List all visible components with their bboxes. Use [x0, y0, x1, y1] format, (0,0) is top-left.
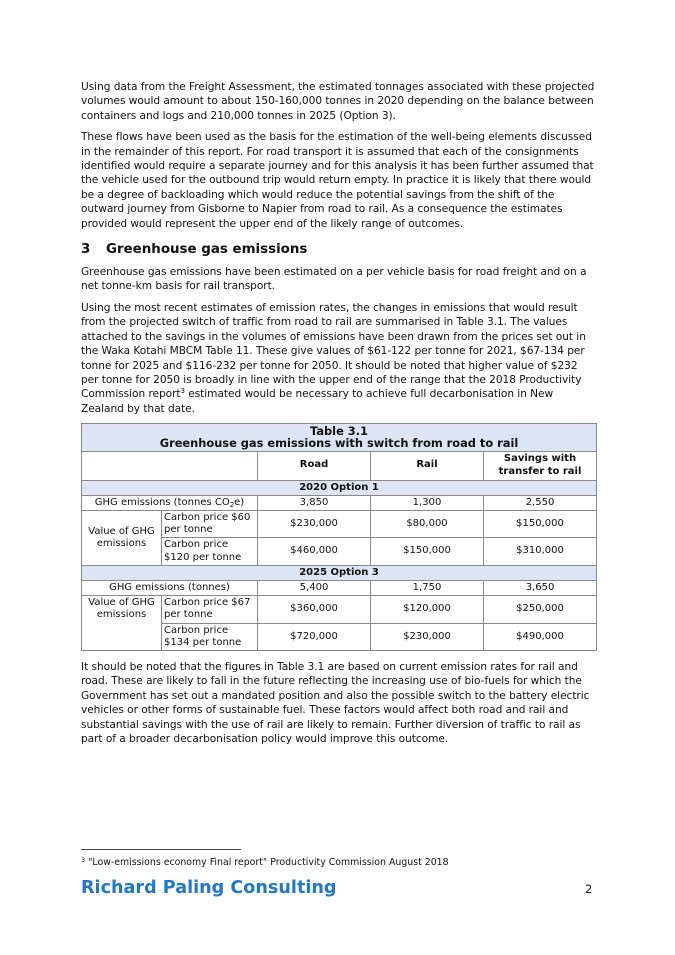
- ghg-2020-rail: 1,300: [371, 495, 484, 510]
- price-2025-low-road: $360,000: [258, 596, 371, 623]
- paragraph-after-table: It should be noted that the figures in Table 3.1 are based on current emission rates for rail and road. These are likely to fall in the future reflecting the increasing use of bio-fuels for which the Government has set out a mandated position and also the possible switch to the battery electric vehicles or other forms of sustainable fuel. These factors would affect both road and rail and substantial savings with the use of rail are likely to remain. Further diversion of traffic to rail as part of a broader decarbonisation policy would improve this outcome.: [81, 660, 590, 745]
- footnote-text: "Low-emissions economy Final report" Productivity Commission August 2018: [85, 857, 449, 868]
- price-2025-low-label: Carbon price $67 per tonne: [162, 596, 258, 623]
- table-caption-row: [82, 424, 597, 451]
- value-ghg-2025-label: Value of GHG emissions: [82, 596, 162, 651]
- emissions-table: [81, 423, 597, 651]
- price-2020-high-label: Carbon price $120 per tonne: [162, 538, 258, 565]
- table-row: [82, 580, 597, 595]
- price-2025-high-savings: $490,000: [484, 623, 597, 650]
- footnote-divider: [81, 849, 241, 850]
- ghg-2025-rail: 1,750: [371, 580, 484, 595]
- price-2020-low-label: Carbon price $60 per tonne: [162, 510, 258, 537]
- price-2025-high-road: $720,000: [258, 623, 371, 650]
- ghg-2025-savings: 3,650: [484, 580, 597, 595]
- header-rail: Rail: [371, 451, 484, 480]
- price-2025-high-rail: $230,000: [371, 623, 484, 650]
- page-number: 2: [585, 882, 593, 896]
- price-2025-low-savings: $250,000: [484, 596, 597, 623]
- table-row: [82, 495, 597, 510]
- table-row: [82, 596, 597, 623]
- section-number: 3: [81, 242, 91, 258]
- ghg-2025-label: GHG emissions (tonnes): [82, 580, 258, 595]
- section-heading: [81, 241, 596, 259]
- price-2020-low-savings: $150,000: [484, 510, 597, 537]
- value-ghg-2020-label: Value of GHG emissions: [82, 510, 162, 565]
- ghg-2025-road: 5,400: [258, 580, 371, 595]
- ghg-2020-savings: 2,550: [484, 495, 597, 510]
- ghg-2020-road: 3,850: [258, 495, 371, 510]
- section-title: Greenhouse gas emissions: [106, 242, 308, 258]
- header-blank: [82, 451, 258, 480]
- header-road: Road: [258, 451, 371, 480]
- price-2020-high-savings: $310,000: [484, 538, 597, 565]
- band-2020: 2020 Option 1: [82, 480, 597, 495]
- paragraph-emission-rates: Using the most recent estimates of emission rates, the changes in emissions that would result from the projected switch of traffic from road to rail are summarised in Table 3.1. The values attached to the savings in the volumes of emissions have been drawn from the prices set out in the Waka Kotahi MBCM Table 11. These give values of $61-122 per tonne for 2021, $67-134 per tonne for 2025 and $116-232 per tonne for 2050. It should be noted that higher value of $232 per tonne for 2050 is broadly in line with the upper end of the range that the 2018 Productivity Commission report$^3$ estimated would be necessary to achieve full decarbonisation in New Zealand by that date.: [81, 301, 586, 415]
- price-2020-low-rail: $80,000: [371, 510, 484, 537]
- ghg-2020-label: GHG emissions (tonnes $CO_2e$): [82, 495, 258, 510]
- paragraph-well-being-basis: These flows have been used as the basis for the estimation of the well-being elements discussed in the remainder of this report. For road transport it is assumed that each of the consignments identified would require a separate journey and for this analysis it has been further assumed that the vehicle used for the outbound trip would return empty. In practice it is likely that there would be a degree of backloading which would reduce the potential savings from the shift of the outward journey from Gisborne to Napier from road to rail. As a consequence the estimates provided would represent the upper end of the likely range of outcomes.: [81, 131, 594, 230]
- table-header-row: [82, 451, 597, 480]
- header-savings: Savings with transfer to rail: [484, 451, 597, 480]
- paragraph-ghg-method: Greenhouse gas emissions have been estimated on a per vehicle basis for road freight and on a net tonne-km basis for rail transport.: [81, 266, 587, 293]
- body-content: [81, 80, 596, 753]
- footnote-reference[interactable]: 3: [180, 387, 185, 396]
- table-caption: Table 3.1 Greenhouse gas emissions with switch from road to rail: [82, 424, 597, 451]
- footnote-marker: 3: [81, 856, 86, 864]
- price-2020-low-road: $230,000: [258, 510, 371, 537]
- price-2020-high-road: $460,000: [258, 538, 371, 565]
- band-2025: 2025 Option 3: [82, 565, 597, 580]
- paragraph-freight-tonnages: Using data from the Freight Assessment, the estimated tonnages associated with these projected volumes would amount to about 150-160,000 tonnes in 2020 depending on the balance between containers and logs and 210,000 tonnes in 2025 (Option 3).: [81, 81, 595, 122]
- price-2025-low-rail: $120,000: [371, 596, 484, 623]
- footnote: [81, 857, 449, 869]
- price-2020-high-rail: $150,000: [371, 538, 484, 565]
- price-2025-high-label: Carbon price $134 per tonne: [162, 623, 258, 650]
- table-row: [82, 510, 597, 537]
- footer-brand: Richard Paling Consulting: [81, 878, 337, 898]
